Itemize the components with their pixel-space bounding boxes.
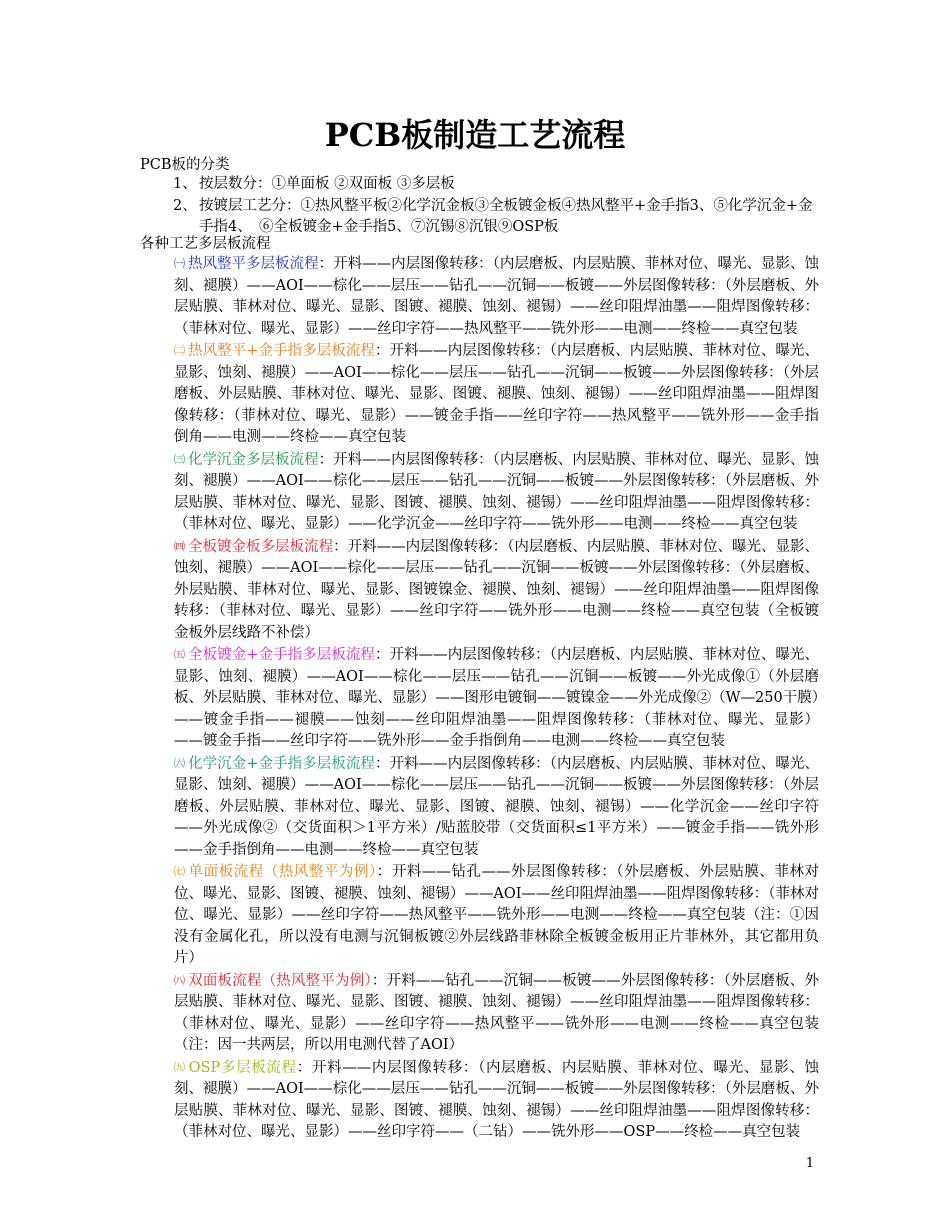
flow-marker: ㈡	[174, 344, 186, 357]
flow-item	[174, 1057, 819, 1144]
flow-item	[174, 753, 819, 862]
flow-item	[174, 970, 819, 1057]
flow-text: ：开料——钻孔——外层图像转移：（外层磨板、外层贴膜、菲林对位、曝光、显影、图镀、褪膜、蚀刻、褪锡）——AOI——丝印阻焊油墨——阻焊图像转移：（菲林对位、曝光、显影）——丝印字符——热风整平——铣外形——电测——终检——真空包装（注：①因没有金属化孔，所以没有电测与沉铜板镀②外层线路菲林除全板镀金板用正片菲林外，其它都用负片）	[174, 864, 820, 966]
classification-item	[140, 196, 820, 239]
flow-text: ：开料——内层图像转移：（内层磨板、内层贴膜、菲林对位、曝光、显影、蚀刻、褪膜）——AOI——棕化——层压——钻孔——沉铜——板镀——外层图像转移：（外层磨板、外层贴膜、菲林对位、曝光、显影、图镀、褪膜、蚀刻、褪锡）——丝印阻焊油墨——阻焊图像转移：（菲林对位、曝光、显影）——镀金手指——丝印字符——热风整平——铣外形——金手指倒角——电测——终检——真空包装	[174, 343, 819, 445]
flow-marker: ㈣	[174, 539, 186, 553]
flow-marker: ㈥	[174, 756, 186, 770]
flow-name: 热风整平多层板流程	[188, 256, 319, 272]
flow-text: ：开料——内层图像转移：（内层磨板、内层贴膜、菲林对位、曝光、显影、蚀刻、褪膜）——AOI——棕化——层压——钻孔——沉铜——板镀——外光成像①（外层磨板、外层贴膜、菲林对位、曝光、显影）——图形电镀铜——镀镍金——外光成像②（W—250干膜）——镀金手指——褪膜——蚀刻——丝印阻焊油墨——阻焊图像转移：（菲林对位、曝光、显影）——镀金手指——丝印字符——铣外形——金手指倒角——电测——终检——真空包装	[174, 647, 819, 749]
flow-text: ：开料——内层图像转移：（内层磨板、内层贴膜、菲林对位、曝光、显影、蚀刻、褪膜）——AOI——棕化——层压——钻孔——沉铜——板镀——外层图像转移：（外层磨板、外层贴膜、菲林对位、曝光、显影、图镀、褪膜、蚀刻、褪锡）——丝印阻焊油墨——阻焊图像转移：（菲林对位、曝光、显影）——丝印字符——（二钻）——铣外形——OSP——终检——真空包装	[174, 1059, 820, 1140]
flow-marker: ㈧	[174, 973, 186, 987]
flow-marker: ㈨	[174, 1060, 186, 1074]
classification-number: 2、	[173, 197, 197, 214]
flow-marker: ㈦	[174, 865, 186, 878]
flow-item	[174, 253, 819, 340]
flow-name: 单面板流程（热风整平为例）	[188, 864, 377, 880]
flow-name: 双面板流程（热风整平为例）	[188, 972, 372, 989]
classification-list	[140, 174, 820, 239]
flow-item	[174, 340, 819, 449]
flow-list	[174, 253, 819, 1144]
flow-item	[174, 861, 819, 970]
classification-number: 1、	[173, 176, 197, 192]
flow-text: ：开料——内层图像转移：（内层磨板、内层贴膜、菲林对位、曝光、显影、蚀刻、褪膜）——AOI——棕化——层压——钻孔——沉铜——板镀——外层图像转移：（外层磨板、外层贴膜、菲林对位、曝光、显影、图镀、褪膜、蚀刻、褪锡）——丝印阻焊油墨——阻焊图像转移：（菲林对位、曝光、显影）——丝印字符——热风整平——铣外形——电测——终检——真空包装	[174, 256, 820, 337]
classification-text: 按镀层工艺分：①热风整平板②化学沉金板③全板镀金板④热风整平+金手指3、⑤化学沉金+金手指4、 ⑥全板镀金+金手指5、⑦沉锡⑧沉银⑨OSP板	[199, 197, 813, 235]
flow-item	[174, 449, 819, 536]
flow-name: 全板镀金板多层板流程	[188, 538, 334, 555]
flow-text: ：开料——内层图像转移：（内层磨板、内层贴膜、菲林对位、曝光、显影、蚀刻、褪膜）——AOI——棕化——层压——钻孔——沉铜——板镀——外层图像转移：（外层磨板、外层贴膜、菲林对位、曝光、显影、图镀、褪膜、蚀刻、褪锡）——化学沉金——丝印字符——外光成像②（交货面积＞1平方米）/贴蓝胶带（交货面积≤1平方米）——镀金手指——铣外形——金手指倒角——电测——终检——真空包装	[174, 755, 819, 858]
flow-name: 化学沉金多层板流程	[188, 451, 319, 468]
classification-text: 按层数分：①单面板 ②双面板 ③多层板	[199, 176, 455, 192]
flow-item	[174, 644, 819, 753]
page-number: 1	[805, 1156, 815, 1171]
flow-marker: ㈠	[174, 257, 186, 270]
flow-marker: ㈢	[174, 452, 186, 466]
flow-name: 全板镀金+金手指多层板流程	[188, 647, 375, 663]
classification-heading: PCB板的分类	[140, 157, 230, 173]
document-title: PCB板制造工艺流程	[324, 116, 626, 154]
flows-heading: 各种工艺多层板流程	[140, 236, 271, 252]
classification-item	[140, 174, 820, 196]
flow-item	[174, 536, 819, 645]
flow-name: 化学沉金+金手指多层板流程	[188, 755, 375, 772]
flow-name: OSP多层板流程	[188, 1059, 297, 1076]
flow-text: ：开料——内层图像转移：（内层磨板、内层贴膜、菲林对位、曝光、显影、蚀刻、褪膜）——AOI——棕化——层压——钻孔——沉铜——板镀——外层图像转移：（外层磨板、外层贴膜、菲林对位、曝光、显影、图镀镍金、褪膜、蚀刻、褪锡）——丝印阻焊油墨——阻焊图像转移：（菲林对位、曝光、显影）——丝印字符——铣外形——电测——终检——真空包装（全板镀金板外层线路不补偿）	[174, 538, 820, 641]
flow-text: ：开料——内层图像转移：（内层磨板、内层贴膜、菲林对位、曝光、显影、蚀刻、褪膜）——AOI——棕化——层压——钻孔——沉铜——板镀——外层图像转移：（外层磨板、外层贴膜、菲林对位、曝光、显影、图镀、褪膜、蚀刻、褪锡）——丝印阻焊油墨——阻焊图像转移：（菲林对位、曝光、显影）——化学沉金——丝印字符——铣外形——电测——终检——真空包装	[174, 451, 820, 532]
flow-name: 热风整平+金手指多层板流程	[188, 343, 375, 359]
flow-marker: ㈤	[174, 648, 186, 661]
flow-text: ：开料——钻孔——沉铜——板镀——外层图像转移：（外层磨板、外层贴膜、菲林对位、曝光、显影、图镀、褪膜、蚀刻、褪锡）——丝印阻焊油墨——阻焊图像转移：（菲林对位、曝光、显影）——丝印字符——热风整平——铣外形——电测——终检——真空包装（注：因一共两层，所以用电测代替了AOI）	[174, 972, 819, 1053]
